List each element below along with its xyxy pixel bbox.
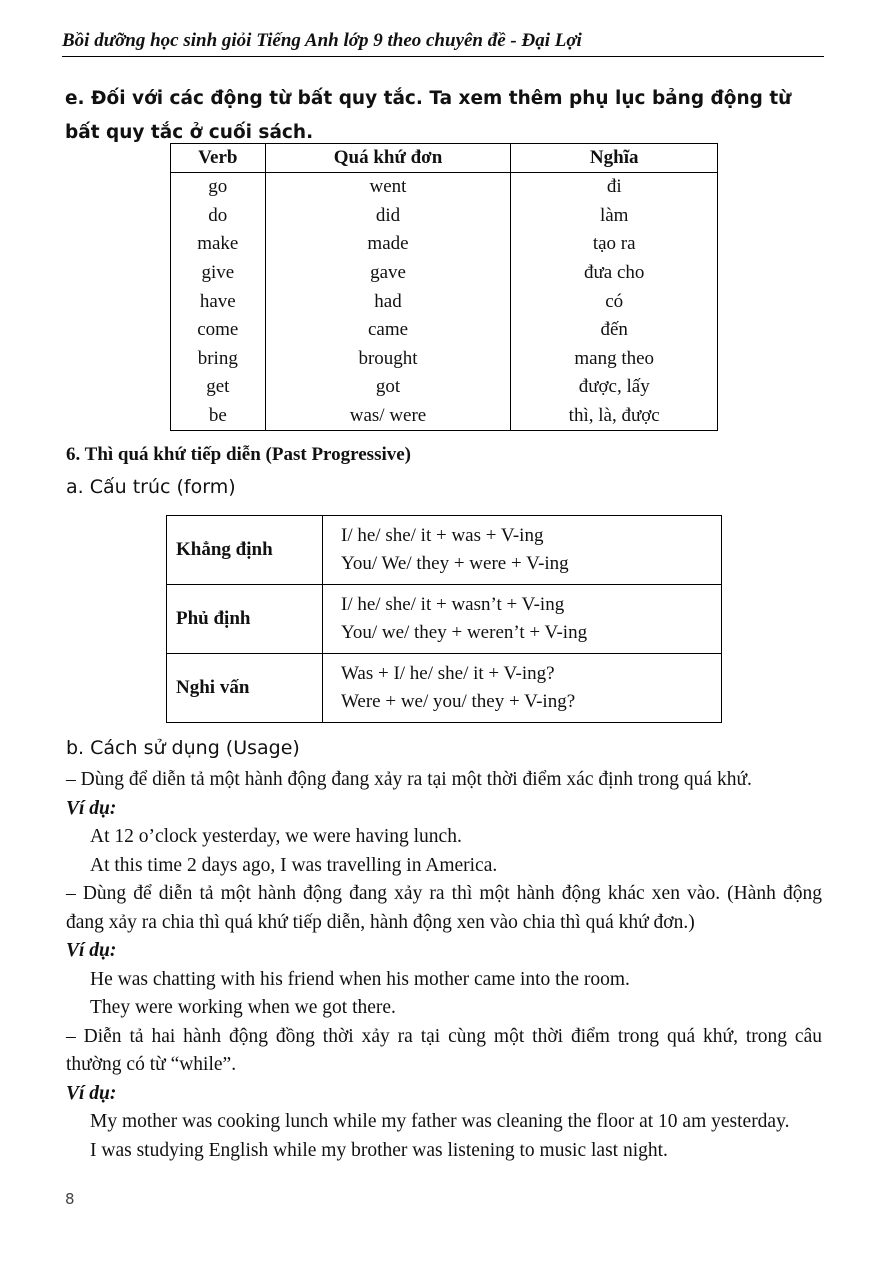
past-cell: had bbox=[265, 287, 511, 316]
section-b-heading: b. Cách sử dụng (Usage) bbox=[66, 737, 300, 759]
table-row bbox=[171, 259, 718, 288]
verb-cell: come bbox=[171, 316, 266, 345]
table-row bbox=[171, 402, 718, 431]
example-sentence: At 12 o’clock yesterday, we were having lunch. bbox=[90, 826, 462, 847]
page-number: 8 bbox=[65, 1190, 75, 1208]
form-value-cell bbox=[323, 585, 722, 654]
section-e-heading: e. Đối với các động từ bất quy tắc. Ta xem thêm phụ lục bảng động từ bất quy tắc ở cuối sách. bbox=[65, 88, 792, 143]
table-row bbox=[167, 585, 722, 654]
form-value-cell bbox=[323, 654, 722, 723]
form-line: Were + we/ you/ they + V-ing? bbox=[341, 691, 576, 712]
meaning-cell: đi bbox=[511, 173, 718, 202]
irregular-verb-table bbox=[170, 143, 718, 431]
meaning-cell: đến bbox=[511, 316, 718, 345]
meaning-cell: được, lấy bbox=[511, 373, 718, 402]
table-row bbox=[171, 173, 718, 202]
form-label-negative: Phủ định bbox=[167, 585, 323, 654]
table-row bbox=[171, 316, 718, 345]
example-sentence: They were working when we got there. bbox=[90, 997, 396, 1018]
meaning-cell: mang theo bbox=[511, 345, 718, 374]
table-row bbox=[171, 202, 718, 231]
example-label: Ví dụ: bbox=[66, 940, 117, 961]
verb-cell: go bbox=[171, 173, 266, 202]
usage-body bbox=[66, 766, 822, 1165]
past-cell: got bbox=[265, 373, 511, 402]
meaning-cell: làm bbox=[511, 202, 718, 231]
meaning-cell: đưa cho bbox=[511, 259, 718, 288]
past-cell: was/ were bbox=[265, 402, 511, 431]
past-cell: did bbox=[265, 202, 511, 231]
section-6-heading: 6. Thì quá khứ tiếp diễn (Past Progressive) bbox=[66, 444, 411, 465]
past-cell: came bbox=[265, 316, 511, 345]
past-cell: went bbox=[265, 173, 511, 202]
past-cell: gave bbox=[265, 259, 511, 288]
past-cell: brought bbox=[265, 345, 511, 374]
table-row bbox=[171, 373, 718, 402]
form-line: I/ he/ she/ it + wasn’t + V-ing bbox=[341, 594, 565, 615]
meaning-cell: thì, là, được bbox=[511, 402, 718, 431]
table-row bbox=[167, 516, 722, 585]
meaning-cell: tạo ra bbox=[511, 230, 718, 259]
column-header-past-simple: Quá khứ đơn bbox=[265, 144, 511, 173]
verb-cell: be bbox=[171, 402, 266, 431]
verb-cell: give bbox=[171, 259, 266, 288]
column-header-verb: Verb bbox=[171, 144, 266, 173]
verb-cell: do bbox=[171, 202, 266, 231]
table-row bbox=[171, 287, 718, 316]
form-line: You/ We/ they + were + V-ing bbox=[341, 553, 569, 574]
usage-point: – Diễn tả hai hành động đồng thời xảy ra tại cùng một thời điểm trong quá khứ, trong câu thường có từ “while”. bbox=[66, 1025, 822, 1075]
form-line: You/ we/ they + weren’t + V-ing bbox=[341, 622, 588, 643]
verb-cell: bring bbox=[171, 345, 266, 374]
table-row bbox=[171, 230, 718, 259]
form-label-affirmative: Khẳng định bbox=[167, 516, 323, 585]
example-label: Ví dụ: bbox=[66, 1082, 117, 1104]
usage-point: – Dùng để diễn tả một hành động đang xảy ra tại một thời điểm xác định trong quá khứ. bbox=[66, 769, 752, 790]
form-label-interrogative: Nghi vấn bbox=[167, 654, 323, 723]
page-header: Bồi dưỡng học sinh giỏi Tiếng Anh lớp 9 theo chuyên đề - Đại Lợi bbox=[62, 30, 824, 57]
column-header-meaning: Nghĩa bbox=[511, 144, 718, 173]
table-header-row bbox=[171, 144, 718, 173]
meaning-cell: có bbox=[511, 287, 718, 316]
verb-cell: make bbox=[171, 230, 266, 259]
past-cell: made bbox=[265, 230, 511, 259]
form-structure-table bbox=[166, 515, 722, 723]
example-sentence: My mother was cooking lunch while my father was cleaning the floor at 10 am yesterday. bbox=[90, 1111, 790, 1132]
form-value-cell bbox=[323, 516, 722, 585]
verb-cell: get bbox=[171, 373, 266, 402]
table-row bbox=[171, 345, 718, 374]
example-sentence: He was chatting with his friend when his mother came into the room. bbox=[90, 968, 630, 990]
table-row bbox=[167, 654, 722, 723]
form-line: Was + I/ he/ she/ it + V-ing? bbox=[341, 663, 555, 684]
example-sentence: I was studying English while my brother was listening to music last night. bbox=[90, 1139, 668, 1161]
section-a-heading: a. Cấu trúc (form) bbox=[66, 476, 236, 498]
example-label: Ví dụ: bbox=[66, 797, 117, 819]
form-line: I/ he/ she/ it + was + V-ing bbox=[341, 525, 544, 546]
usage-point: – Dùng để diễn tả một hành động đang xảy ra thì một hành động khác xen vào. (Hành động đang xảy ra chia thì quá khứ tiếp diễn, hành động xen vào chia thì quá khứ đơn.) bbox=[66, 883, 822, 933]
example-sentence: At this time 2 days ago, I was travelling in America. bbox=[90, 854, 498, 876]
verb-cell: have bbox=[171, 287, 266, 316]
